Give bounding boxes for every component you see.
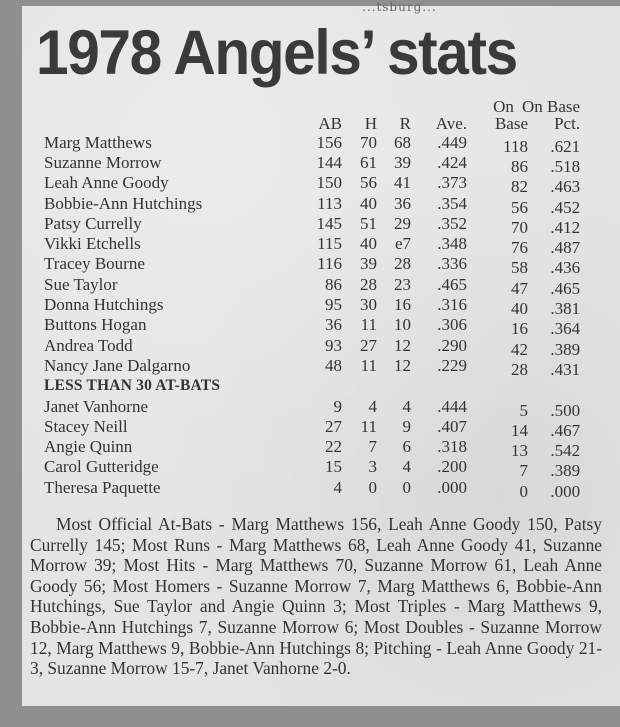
cell-on-base: 5 [519, 400, 528, 420]
header-h: H [364, 114, 377, 133]
cell-ave: .373 [437, 173, 467, 193]
table-row [44, 213, 580, 233]
cell-h: 28 [360, 274, 377, 294]
cell-ab: 156 [316, 132, 342, 152]
cell-on-base: 0 [519, 481, 528, 501]
table-row [44, 132, 580, 152]
cell-r: 12 [394, 335, 411, 355]
cell-obp: .389 [550, 339, 581, 359]
cell-on-base: 82 [511, 177, 528, 197]
cell-on-base: 58 [511, 258, 528, 278]
cell-on-base: 13 [511, 441, 528, 461]
cell-obp: .542 [550, 441, 581, 461]
cell-ab: 113 [317, 193, 342, 213]
cell-ave: .336 [437, 254, 467, 274]
table-row [44, 396, 580, 416]
cell-ab: 22 [325, 437, 342, 457]
cell-r: 0 [402, 477, 411, 497]
table-row [44, 335, 580, 355]
cell-h: 7 [368, 437, 377, 457]
newspaper-clipping [22, 0, 620, 706]
cell-r: 39 [394, 152, 411, 172]
cell-name: Donna Hutchings [44, 295, 164, 315]
cell-h: 39 [360, 254, 377, 274]
cell-on-base: 56 [511, 197, 528, 217]
cell-ab: 145 [316, 213, 342, 233]
cell-obp: .436 [550, 258, 581, 278]
cell-r: 12 [394, 355, 411, 375]
cell-r: e7 [394, 234, 411, 254]
header-on-base [467, 98, 528, 132]
header-r: R [399, 114, 411, 133]
cell-obp: .463 [550, 177, 581, 197]
cell-ab: 27 [325, 416, 342, 436]
section-label: LESS THAN 30 AT-BATS [44, 377, 221, 395]
cell-h: 51 [360, 213, 377, 233]
cell-ave: .352 [437, 213, 467, 233]
cell-r: 6 [402, 437, 411, 457]
cell-name: Sue Taylor [44, 274, 118, 294]
cell-r: 10 [394, 315, 411, 335]
header-ab: AB [318, 114, 342, 133]
cell-ab: 115 [317, 234, 342, 254]
table-header-row [44, 98, 580, 132]
cell-name: Nancy Jane Dalgarno [44, 355, 191, 375]
cell-r: 68 [394, 132, 411, 152]
cell-r: 4 [402, 396, 411, 416]
header-ave: Ave. [435, 114, 467, 133]
cell-h: 11 [360, 416, 377, 436]
cell-ave: .407 [437, 416, 467, 436]
cell-ab: 86 [325, 274, 342, 294]
cell-h: 0 [368, 477, 377, 497]
table-row [44, 457, 580, 477]
table-row [44, 254, 580, 274]
cell-ave: .465 [437, 274, 467, 294]
cell-on-base: 42 [511, 339, 528, 359]
cell-r: 36 [394, 193, 411, 213]
header-on-base-line1: On [493, 97, 514, 116]
cell-obp: .431 [550, 359, 581, 379]
cell-r: 4 [402, 457, 411, 477]
cell-name: Marg Matthews [44, 132, 152, 152]
cell-name: Stacey Neill [44, 416, 128, 436]
stats-table [44, 97, 581, 501]
cell-ave: .316 [437, 295, 467, 315]
cell-name: Andrea Todd [44, 335, 133, 355]
cell-ab: 48 [325, 355, 342, 375]
cell-ave: .424 [437, 152, 467, 172]
cell-ave: .348 [437, 234, 467, 254]
cell-name: Angie Quinn [44, 437, 133, 457]
cell-ab: 4 [333, 477, 342, 497]
cell-on-base: 76 [511, 238, 528, 258]
cell-on-base: 14 [511, 420, 528, 440]
torn-text-fragment: ...tsburg... [362, 0, 437, 14]
cell-ave: .200 [437, 457, 467, 477]
cell-h: 40 [360, 234, 377, 254]
cell-h: 56 [360, 173, 377, 193]
cell-ave: .449 [437, 132, 467, 152]
cell-h: 11 [360, 315, 377, 335]
cell-ave: .306 [437, 315, 467, 335]
cell-ab: 150 [316, 173, 342, 193]
header-obp-line1: On Base [522, 97, 581, 116]
cell-name: Janet Vanhorne [44, 396, 149, 416]
cell-obp: .518 [550, 156, 581, 176]
cell-on-base: 40 [511, 299, 528, 319]
cell-r: 23 [394, 274, 411, 294]
cell-ave: .229 [437, 355, 467, 375]
cell-name: Bobbie-Ann Hutchings [44, 193, 203, 213]
season-leaders-summary: Most Official At-Bats - Marg Matthews 156, Leah Anne Goody 150, Patsy Currelly 145; Most Runs - Marg Matthews 68, Leah Anne Goody 41, Suzanne Morrow 39; Most Hits - Marg Matthews 70, Suzanne Morrow 61, Leah Anne Goody 56; Most Homers - Suzanne Morrow 7, Marg Matthews 6, Bobbie-Ann Hutchings, Sue Taylor and Angie Quinn 3; Most Triples - Marg Matthews 9, Bobbie-Ann Hutchings 7, Suzanne Morrow 6; Most Doubles - Suzanne Morrow 12, Marg Matthews 9, Bobbie-Ann Hutchings 8; Pitching - Leah Anne Goody 21-3, Suzanne Morrow 15-7, Janet Vanhorne 2-0. [30, 514, 602, 679]
cell-h: 40 [360, 193, 377, 213]
header-obp [522, 97, 581, 133]
header-obp-line2: Pct. [554, 114, 581, 133]
cell-h: 11 [360, 355, 377, 375]
cell-r: 29 [394, 213, 411, 233]
cell-name: Buttons Hogan [44, 315, 147, 335]
cell-ab: 144 [316, 152, 342, 172]
table-row [44, 477, 580, 497]
cell-on-base: 86 [511, 156, 528, 176]
cell-obp: .621 [550, 136, 581, 156]
cell-h: 61 [360, 152, 377, 172]
cell-ave: .290 [437, 335, 467, 355]
cell-name: Theresa Paquette [44, 477, 161, 497]
table-row [44, 173, 580, 193]
cell-ab: 36 [325, 315, 342, 335]
cell-obp: .412 [550, 217, 581, 237]
table-row [44, 436, 580, 456]
cell-ave: .354 [437, 193, 467, 213]
table-row [44, 315, 580, 335]
cell-h: 4 [368, 396, 377, 416]
table-row [44, 193, 580, 213]
cell-name: Suzanne Morrow [44, 152, 162, 172]
cell-r: 41 [394, 173, 411, 193]
cell-r: 28 [394, 254, 411, 274]
cell-obp: .465 [550, 278, 581, 298]
cell-on-base: 70 [511, 217, 528, 237]
cell-on-base: 28 [511, 359, 528, 379]
table-row [44, 294, 580, 314]
table-row [44, 355, 580, 375]
cell-on-base: 7 [519, 461, 528, 481]
cell-on-base: 118 [503, 136, 528, 156]
table-row [44, 152, 580, 172]
cell-name: Patsy Currelly [44, 213, 142, 233]
cell-r: 9 [402, 416, 411, 436]
headline: 1978 Angels’ stats [36, 18, 517, 88]
cell-ave: .318 [437, 437, 467, 457]
cell-h: 30 [360, 295, 377, 315]
stats-body [44, 132, 581, 501]
cell-obp: .381 [550, 299, 581, 319]
cell-h: 3 [368, 457, 377, 477]
cell-on-base: 16 [511, 319, 528, 339]
cell-h: 70 [360, 132, 377, 152]
cell-ab: 116 [317, 254, 342, 274]
cell-obp: .467 [550, 420, 581, 440]
table-row [44, 233, 580, 253]
cell-ab: 15 [325, 457, 342, 477]
table-row [44, 274, 580, 294]
cell-ab: 93 [325, 335, 342, 355]
cell-name: Leah Anne Goody [44, 173, 169, 193]
cell-obp: .389 [550, 461, 581, 481]
cell-ab: 9 [333, 396, 342, 416]
cell-ab: 95 [325, 295, 342, 315]
cell-obp: .000 [550, 481, 581, 501]
cell-name: Vikki Etchells [44, 234, 141, 254]
cell-obp: .364 [550, 319, 581, 339]
cell-ave: .444 [437, 396, 467, 416]
cell-ave: .000 [437, 477, 467, 497]
table-row [44, 416, 580, 436]
cell-r: 16 [394, 295, 411, 315]
cell-obp: .500 [550, 400, 581, 420]
header-on-base-line2: Base [494, 114, 528, 133]
cell-obp: .487 [550, 238, 581, 258]
cell-on-base: 47 [511, 278, 528, 298]
cell-obp: .452 [550, 197, 581, 217]
cell-h: 27 [360, 335, 377, 355]
cell-name: Tracey Bourne [44, 254, 145, 274]
header-name [44, 98, 302, 132]
cell-name: Carol Gutteridge [44, 457, 159, 477]
